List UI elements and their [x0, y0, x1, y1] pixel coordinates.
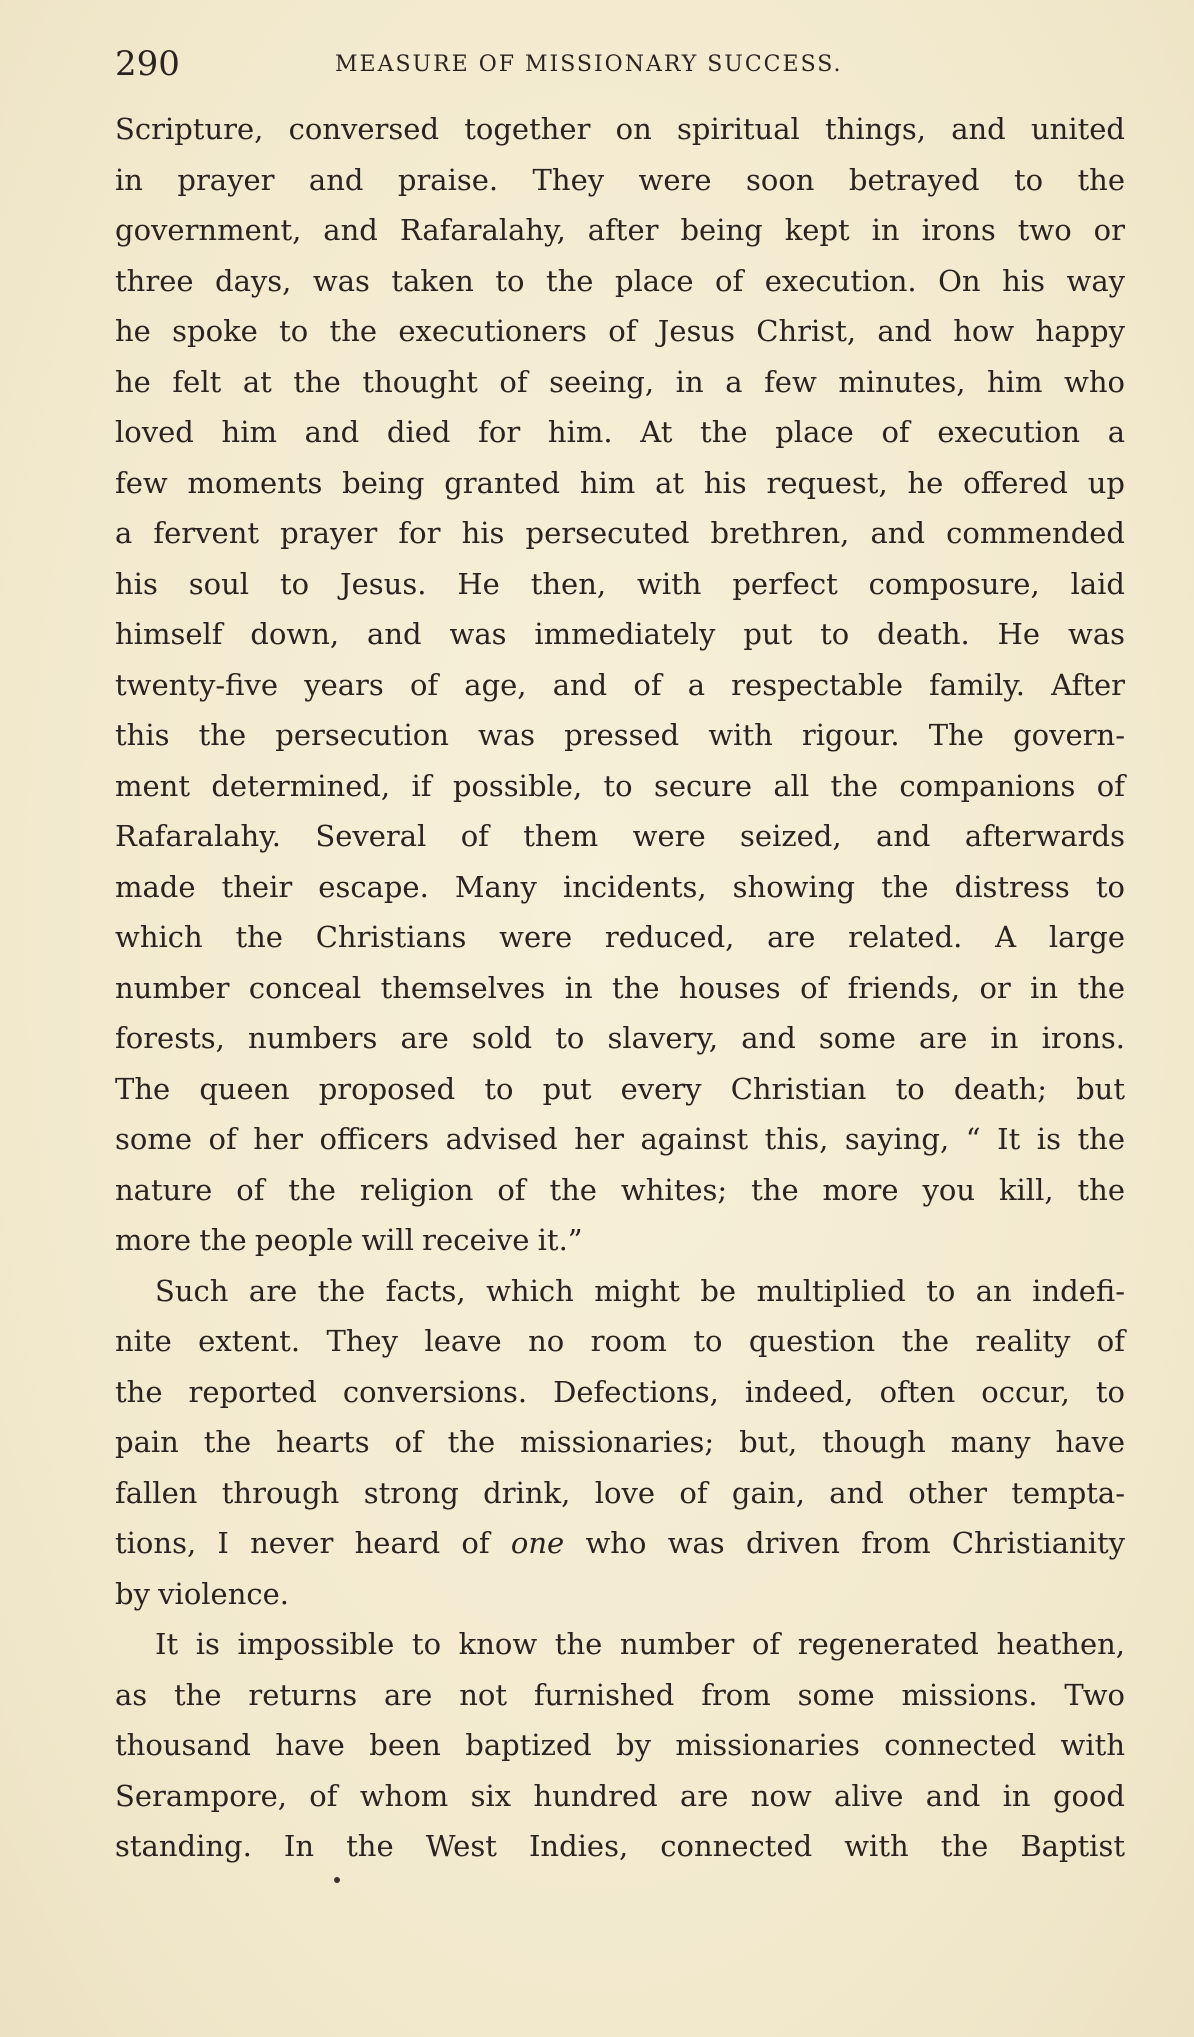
text-line: pain the hearts of the missionaries; but, though many have [115, 1425, 1125, 1459]
text-line: in prayer and praise. They were soon betrayed to the [115, 162, 1125, 197]
page-number: 290 [115, 44, 180, 84]
paragraph-3 [115, 1619, 1125, 1872]
text-line: Scripture, conversed together on spiritual things, and united [115, 112, 1125, 146]
page-header [115, 44, 1125, 84]
text-line: fallen through strong drink, love of gain, and other tempta- [115, 1475, 1125, 1510]
text-line: It is impossible to know the number of regenerated heathen, [155, 1627, 1125, 1661]
text-line: his soul to Jesus. He then, with perfect composure, laid [115, 566, 1125, 601]
text-line: nite extent. They leave no room to question the reality of [115, 1324, 1125, 1358]
text-line: the reported conversions. Defections, indeed, often occur, to [115, 1374, 1125, 1409]
text-line: Rafaralahy. Several of them were seized, and afterwards [115, 819, 1125, 853]
text-line: twenty-five years of age, and of a respectable family. After [115, 667, 1125, 702]
text-line: forests, numbers are sold to slavery, and some are in irons. [115, 1021, 1125, 1055]
text-line: The queen proposed to put every Christian to death; but [115, 1071, 1125, 1106]
text-line-with-emphasis [115, 1518, 1125, 1569]
text-line: few moments being granted him at his request, he offered up [115, 465, 1125, 500]
text-line: some of her officers advised her against this, saying, “ It is the [115, 1122, 1125, 1156]
paragraph-1 [115, 104, 1125, 1266]
text-line: number conceal themselves in the houses of friends, or in the [115, 970, 1125, 1005]
text-line: standing. In the West Indies, connected with the Baptist [115, 1829, 1125, 1863]
text-line: nature of the religion of the whites; the more you kill, the [115, 1172, 1125, 1207]
text-line: thousand have been baptized by missionaries connected with [115, 1728, 1125, 1762]
text-line: which the Christians were reduced, are related. A large [115, 920, 1125, 954]
text-line: government, and Rafaralahy, after being kept in irons two or [115, 213, 1125, 247]
emphasis-word: one [510, 1526, 565, 1560]
text-line: he felt at the thought of seeing, in a few minutes, him who [115, 364, 1125, 399]
text-line: this the persecution was pressed with rigour. The govern- [115, 718, 1125, 752]
text-line: by violence. [115, 1576, 290, 1611]
text-line: loved him and died for him. At the place of execution a [115, 415, 1125, 449]
page-body [115, 104, 1125, 1872]
text-line: made their escape. Many incidents, showing the distress to [115, 869, 1125, 904]
text-line: a fervent prayer for his persecuted brethren, and commended [115, 516, 1125, 550]
printer-mark [334, 1877, 340, 1883]
text-line: three days, was taken to the place of execution. On his way [115, 263, 1125, 298]
text-line: ment determined, if possible, to secure all the companions of [115, 768, 1125, 803]
text-line: more the people will receive it.” [115, 1223, 583, 1257]
text-line: himself down, and was immediately put to death. He was [115, 617, 1125, 651]
text-line: Such are the facts, which might be multiplied to an indefi- [155, 1273, 1125, 1308]
paragraph-2 [115, 1266, 1125, 1620]
text-line: Serampore, of whom six hundred are now alive and in good [115, 1778, 1125, 1813]
text-line: as the returns are not furnished from some missions. Two [115, 1677, 1125, 1712]
text-segment: who was driven from Christianity [585, 1526, 1126, 1560]
running-head: MEASURE OF MISSIONARY SUCCESS. [335, 52, 843, 77]
text-line: he spoke to the executioners of Jesus Christ, and how happy [115, 314, 1125, 348]
text-segment: tions, I never heard of [115, 1526, 490, 1560]
